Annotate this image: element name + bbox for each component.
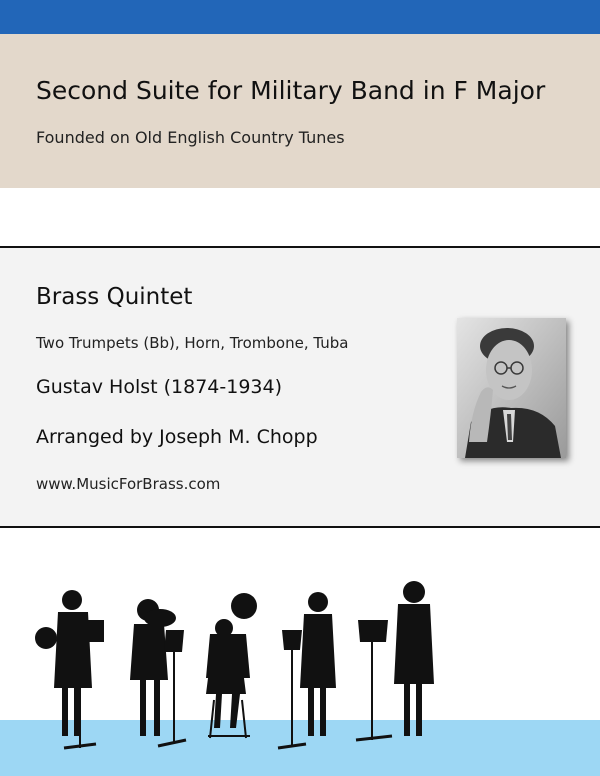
composer-portrait-image bbox=[457, 318, 566, 458]
seated-tuba-player-silhouette bbox=[206, 593, 257, 738]
trumpet-player-silhouette-2 bbox=[356, 581, 434, 740]
horn-player-silhouette bbox=[35, 590, 104, 748]
title-panel bbox=[0, 34, 600, 188]
arranger-text: Arranged by Joseph M. Chopp bbox=[36, 426, 318, 448]
composer-text: Gustav Holst (1874-1934) bbox=[36, 376, 283, 398]
page-title: Second Suite for Military Band in F Major bbox=[36, 76, 546, 105]
page-subtitle: Founded on Old English Country Tunes bbox=[36, 128, 345, 147]
ensemble-heading: Brass Quintet bbox=[36, 284, 193, 310]
instrumentation-text: Two Trumpets (Bb), Horn, Trombone, Tuba bbox=[36, 334, 349, 352]
top-color-band bbox=[0, 0, 600, 34]
portrait-photo-graphic bbox=[457, 318, 566, 458]
tuba-player-silhouette bbox=[130, 599, 186, 746]
trumpet-player-silhouette-1 bbox=[278, 592, 336, 748]
musicians-silhouette-illustration bbox=[0, 560, 600, 776]
website-link[interactable]: www.MusicForBrass.com bbox=[36, 475, 221, 493]
